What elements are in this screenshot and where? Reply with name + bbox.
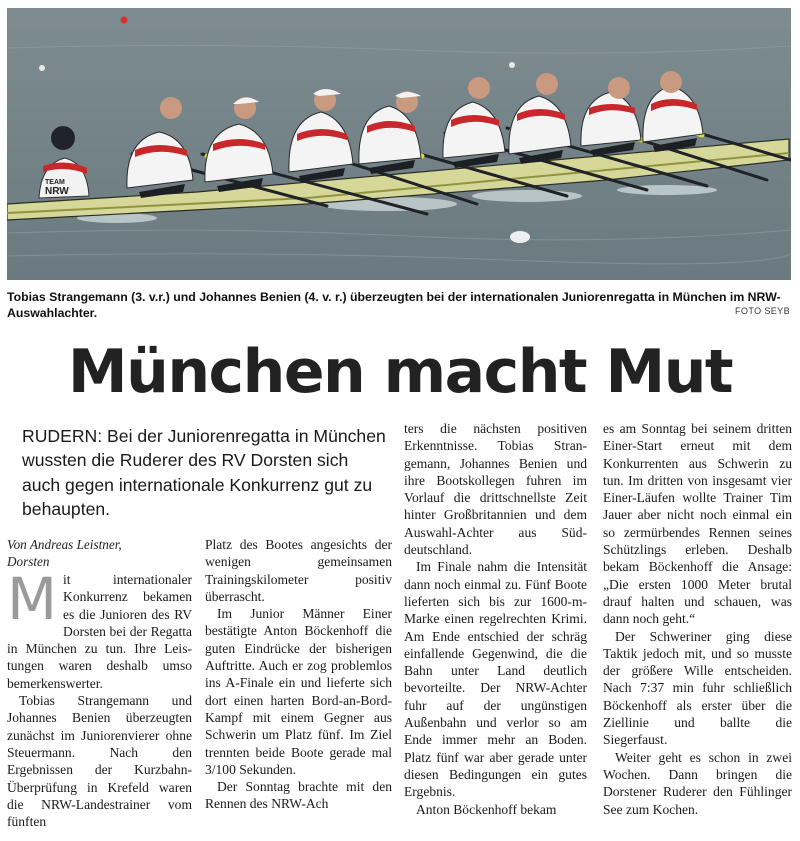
article-paragraph: Im Junior Männer Einer bestätigte Anton Böckenhoff die guten Eindrücke der bisherigen Auftritte. Auch er zog problemlos ins A-Finale ein und lieferte sich dort einen harten Bord-an-Bord-Kampf mit einem Gegner aus Schwerin um Platz fünf. Im Ziel trennten beide Boote gerade mal 3/100 Sekunden. [205,606,392,777]
svg-text:TEAM: TEAM [45,179,65,186]
article-column-3 [404,420,587,818]
article-paragraph: Tobias Strangemann und Johannes Benien überzeugten zunächst im Juniorenvierer ohne Steuermann. Nach den Ergebnissen der Kurzbahn-Überprüfung in Krefeld waren die NRW-Landestrainer vom fünften [7,693,192,830]
article-column-1 [7,565,192,830]
article-column-2 [205,536,392,813]
article-paragraph: Der Sonntag brachte mit den Rennen des NRW-Ach [205,779,392,812]
photo-caption: Tobias Strangemann (3. v.r.) und Johannes Benien (4. v. r.) überzeugten bei der internationalen Juniorenregatta in München im NRW-Auswahlachter. [7,290,781,320]
lead-kicker: RUDERN: [22,426,103,446]
drop-cap: M [7,565,58,633]
svg-text:NRW: NRW [45,186,69,197]
byline-author: Von Andreas Leistner, [7,537,122,552]
rowing-photo [7,8,791,280]
article-paragraph: Weiter geht es schon in zwei Wochen. Dann bringen die Dorstener Ruderer den Fühlinger See zum Kochen. [603,749,792,817]
article-paragraph: Mit internationaler Konkurrenz bekamen es die Junioren des RV Dorsten bei der Regatta in München zu tun. Ihre Leistungen waren deshalb umso bemerkenswerter. [7,565,192,691]
lead-paragraph [22,424,387,521]
article-paragraph: Der Schweriner ging diese Taktik jedoch mit, und so musste der größere Wille entscheiden. Nach 7:37 min fuhr schließlich Böckenhoff als erster über die Ziellinie und ballte die Siegerfaust. [603,628,792,748]
article-column-4 [603,420,792,818]
rowing-eight-illustration [7,8,791,280]
article-paragraph: es am Sonntag bei seinem dritten Einer-Start erneut mit dem Konkurrenten aus Schwerin zu tun. Im dritten von insgesamt vier Einer-Läufen wollte Trainer Tim Jauer aber nicht noch einmal ein so zermürbendes Rennen seines Schützlings erleben. Deshalb bekam Böckenhoff die Ansage: „Die ersten 1000 Meter brutal drauf halten und schauen, was dann noch geht.“ [603,421,792,627]
article-paragraph: Platz des Bootes angesichts der wenigen gemeinsamen Trainingskilometer positiv überrascht. [205,537,392,604]
headline: München macht Mut [67,337,733,407]
photo-credit: FOTO SEYB [735,306,790,316]
lead-text: Bei der Juniorenregatta in München wussten die Ruderer des RV Dorsten sich auch gegen internationale Konkurrenz gut zu behaupten. [22,426,386,519]
byline-place: Dorsten [7,554,50,569]
article-paragraph: Im Finale nahm die Intensität dann noch einmal zu. Fünf Boote lieferten sich bis zur 1600-m-Marke einen regelrechten Krimi. Am Ende entschied der schräg einfallende Gegenwind, die die Bahn unter Land deutlich bevorteilte. Der NRW-Achter fuhr auf der ungünstigen Außenbahn und verlor so am Ende immer mehr an Boden. Platz fünf war aber gerade unter diesen Bedingungen ein gutes Ergebnis. [404,559,587,800]
article-paragraph: ters die nächsten positiven Erkenntnisse. Tobias Strangemann, Johannes Benien und ihre Bootskollegen fuhren im Vorlauf die drittschnellste Zeit hinter Großbritannien und dem Auswahl-Achter aus Süddeutschland. [404,421,587,558]
article-paragraph: Anton Böckenhoff bekam [416,801,557,817]
